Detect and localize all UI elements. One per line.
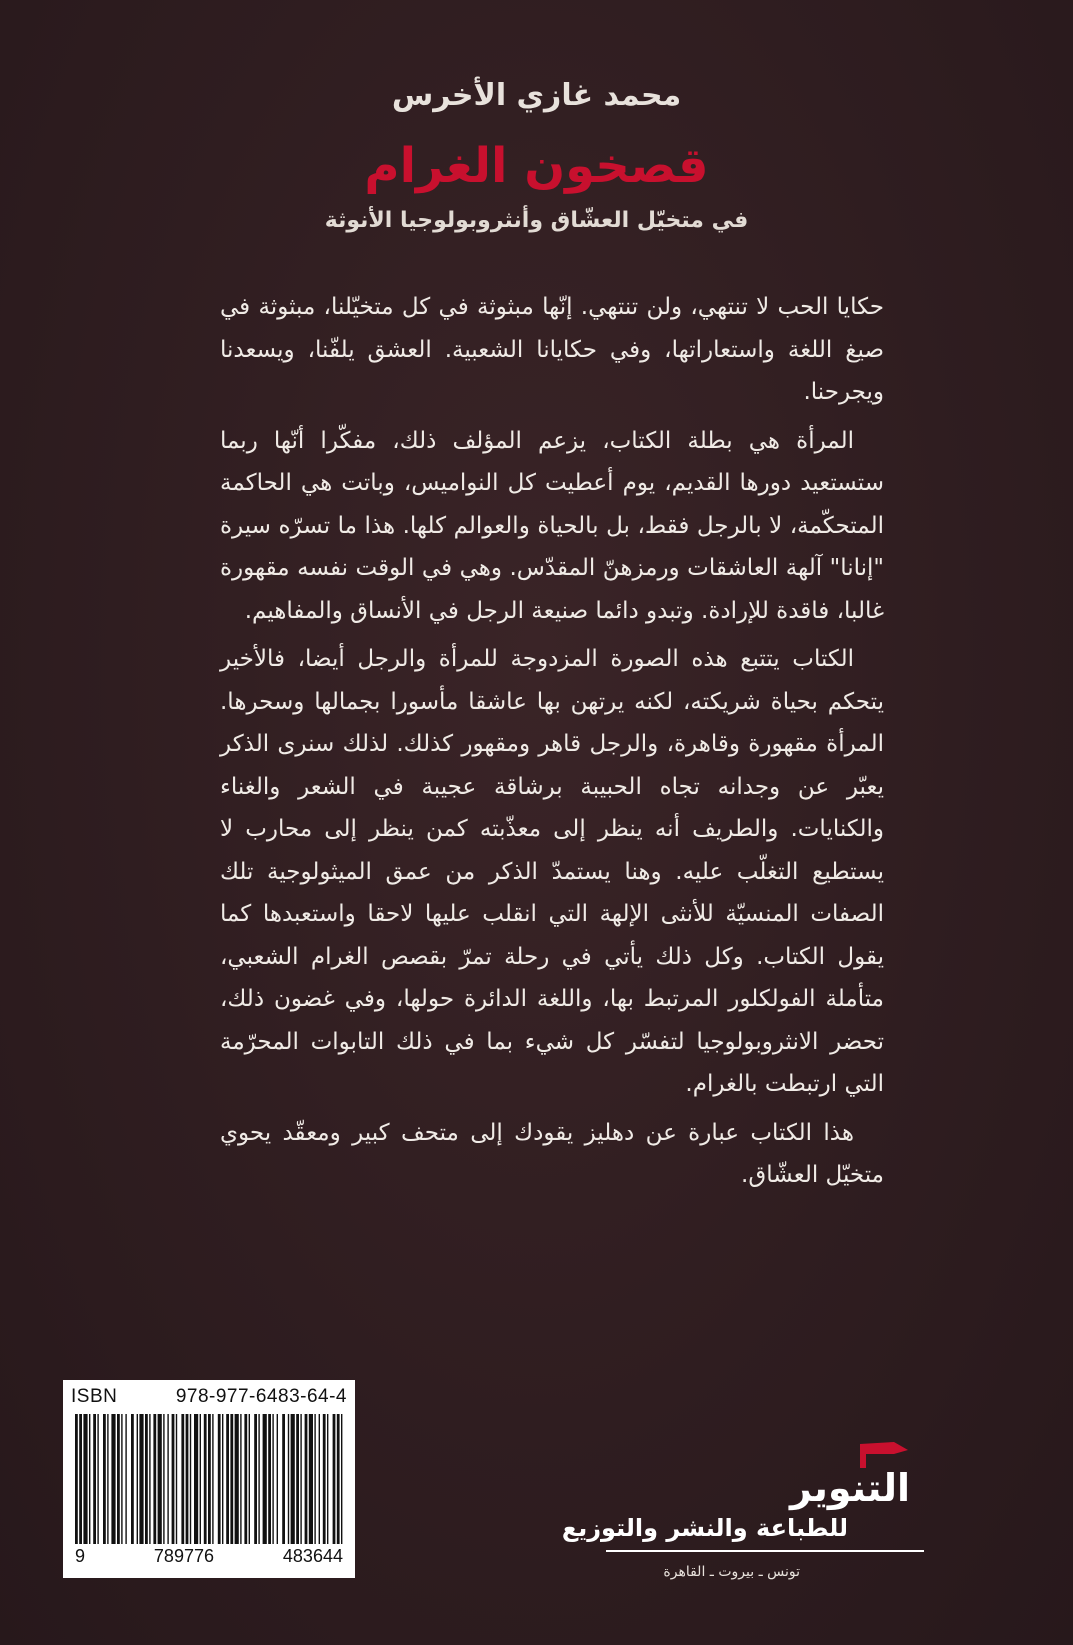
barcode-bar	[97, 1414, 98, 1544]
barcode-bar	[194, 1414, 198, 1544]
barcode-bar	[254, 1414, 257, 1544]
barcode-bar	[145, 1414, 148, 1544]
author-name: محمد غازي الأخرس	[391, 78, 682, 113]
blurb-paragraph-4: هذا الكتاب عبارة عن دهليز يقودك إلى متحف كبير ومعقّد يحوي متخيّل العشّاق.	[220, 1119, 884, 1188]
barcode-bars	[71, 1414, 347, 1544]
barcode-digits	[71, 1546, 347, 1567]
barcode-bar	[139, 1414, 143, 1544]
barcode-bar	[319, 1414, 320, 1544]
barcode-bar	[288, 1414, 289, 1544]
barcode-bar	[208, 1414, 211, 1544]
barcode-bar	[258, 1414, 259, 1544]
barcode-bar	[83, 1414, 87, 1544]
publisher-logo: التنوير	[789, 1466, 910, 1510]
barcode-bar	[333, 1414, 336, 1544]
barcode-digits-group-1: 789776	[153, 1546, 214, 1566]
barcode-bar	[163, 1414, 164, 1544]
book-subtitle: في متخيّل العشّاق وأنثروبولوجيا الأنوثة	[324, 208, 749, 233]
publisher-tagline: للطباعة والنشر والتوزيع	[561, 1514, 848, 1542]
barcode-bar	[323, 1414, 326, 1544]
isbn-number: 978-977-6483-64-4	[175, 1386, 347, 1407]
barcode-bar	[117, 1414, 120, 1544]
barcode-bar	[107, 1414, 108, 1544]
barcode-bar	[300, 1414, 301, 1544]
barcode-bar	[131, 1414, 134, 1544]
barcode-bar	[305, 1414, 308, 1544]
barcode-bar	[75, 1414, 78, 1544]
blurb-paragraph-1: حكايا الحب لا تنتهي، ولن تنتهي. إنّها مبثوثة في كل متخيّلنا، مبثوثة في صيغ اللغة واستعاراتها، وفي حكايانا الشعبية. العشق يلفّنا، ويسعدنا ويجرحنا.	[220, 294, 884, 405]
barcode-bar	[190, 1414, 191, 1544]
publisher-block	[561, 1440, 960, 1580]
barcode-bar	[149, 1414, 150, 1544]
barcode-bar	[167, 1414, 168, 1544]
barcode-bar	[89, 1414, 90, 1544]
barcode-bar	[153, 1414, 156, 1544]
barcode-bar	[79, 1414, 82, 1544]
publisher-cities: تونس ـ بيروت ـ القاهرة	[663, 1564, 800, 1580]
barcode-bar	[337, 1414, 340, 1544]
barcode-bar	[125, 1414, 126, 1544]
barcode-bar	[204, 1414, 207, 1544]
barcode-bar	[121, 1414, 122, 1544]
barcode-bar	[296, 1414, 299, 1544]
barcode-bar	[277, 1414, 278, 1544]
barcode-bar	[230, 1414, 233, 1544]
barcode-bar	[314, 1414, 315, 1544]
barcode-bar	[282, 1414, 285, 1544]
blurb-text	[220, 286, 884, 1203]
barcode-bar	[235, 1414, 239, 1544]
publisher-divider	[606, 1550, 924, 1552]
barcode-bar	[244, 1414, 247, 1544]
barcode-bar	[272, 1414, 273, 1544]
barcode-bar	[327, 1414, 328, 1544]
barcode-bar	[263, 1414, 267, 1544]
barcode-bar	[93, 1414, 96, 1544]
isbn-barcode	[63, 1380, 355, 1578]
barcode-bar	[111, 1414, 115, 1544]
barcode-bar	[200, 1414, 201, 1544]
barcode-bar	[341, 1414, 342, 1544]
barcode-bar	[137, 1414, 138, 1544]
isbn-label: ISBN	[71, 1386, 118, 1407]
barcode-bar	[222, 1414, 223, 1544]
barcode-digit-first: 9	[75, 1546, 86, 1566]
barcode-bar	[249, 1414, 250, 1544]
barcode-bar	[268, 1414, 271, 1544]
isbn-line	[71, 1386, 347, 1408]
barcode-bar	[181, 1414, 184, 1544]
barcode-bar	[176, 1414, 177, 1544]
barcode-bar	[103, 1414, 106, 1544]
barcode-bar	[186, 1414, 189, 1544]
barcode-digits-group-2: 483644	[282, 1546, 343, 1566]
barcode-bar	[218, 1414, 221, 1544]
barcode-bar	[226, 1414, 229, 1544]
blurb-paragraph-3: الكتاب يتتبع هذه الصورة المزدوجة للمرأة والرجل أيضا، فالأخير يتحكم بحياة شريكته، لكنه يرتهن بها عاشقا مأسورا بجمالها وسحرها. المرأة مقهورة وقاهرة، والرجل قاهر ومقهور كذلك. لذلك سنرى الذكر يعبّر عن وجدانه تجاه الحبيبة برشاقة عجيبة في الشعر والغناء والكنايات. والطريف أنه ينظر إلى معذّبته كمن ينظر إلى محارب لا يستطيع التغلّب عليه. وهنا يستمدّ الذكر من عمق الميثولوجية تلك الصفات المنسيّة للأنثى الإلهة التي انقلب عليها لاحقا واستعبدها كما يقول الكتاب. وكل ذلك يأتي في رحلة تمرّ بقصص الغرام الشعبي، متأملة الفولكلور المرتبط بها، واللغة الدائرة حولها، وفي غضون ذلك، تحضر الانثروبولوجيا لتفسّر كل شيء بما في ذلك التابوات المحرّمة التي ارتبطت بالغرام.	[220, 646, 884, 1097]
barcode-bar	[309, 1414, 313, 1544]
blurb-paragraph-2: المرأة هي بطلة الكتاب، يزعم المؤلف ذلك، مفكّرا أنّها ربما ستستعيد دورها القديم، يوم أعطيت كل النواميس، وباتت هي الحاكمة المتحكّمة، لا بالرجل فقط، بل بالحياة والعوالم كلها. هذا ما تسرّه سيرة "إنانا" آلهة العاشقات ورمزهنّ المقدّس. وهي في الوقت نفسه مقهورة غالبا، فاقدة للإرادة. وتبدو دائما صنيعة الرجل في الأنساق والمفاهيم.	[220, 427, 884, 624]
barcode-bar	[291, 1414, 295, 1544]
barcode-bar	[240, 1414, 241, 1544]
book-title: قصخون الغرام	[364, 138, 709, 194]
barcode-bar	[158, 1414, 162, 1544]
barcode-bar	[212, 1414, 213, 1544]
barcode-bar	[172, 1414, 175, 1544]
